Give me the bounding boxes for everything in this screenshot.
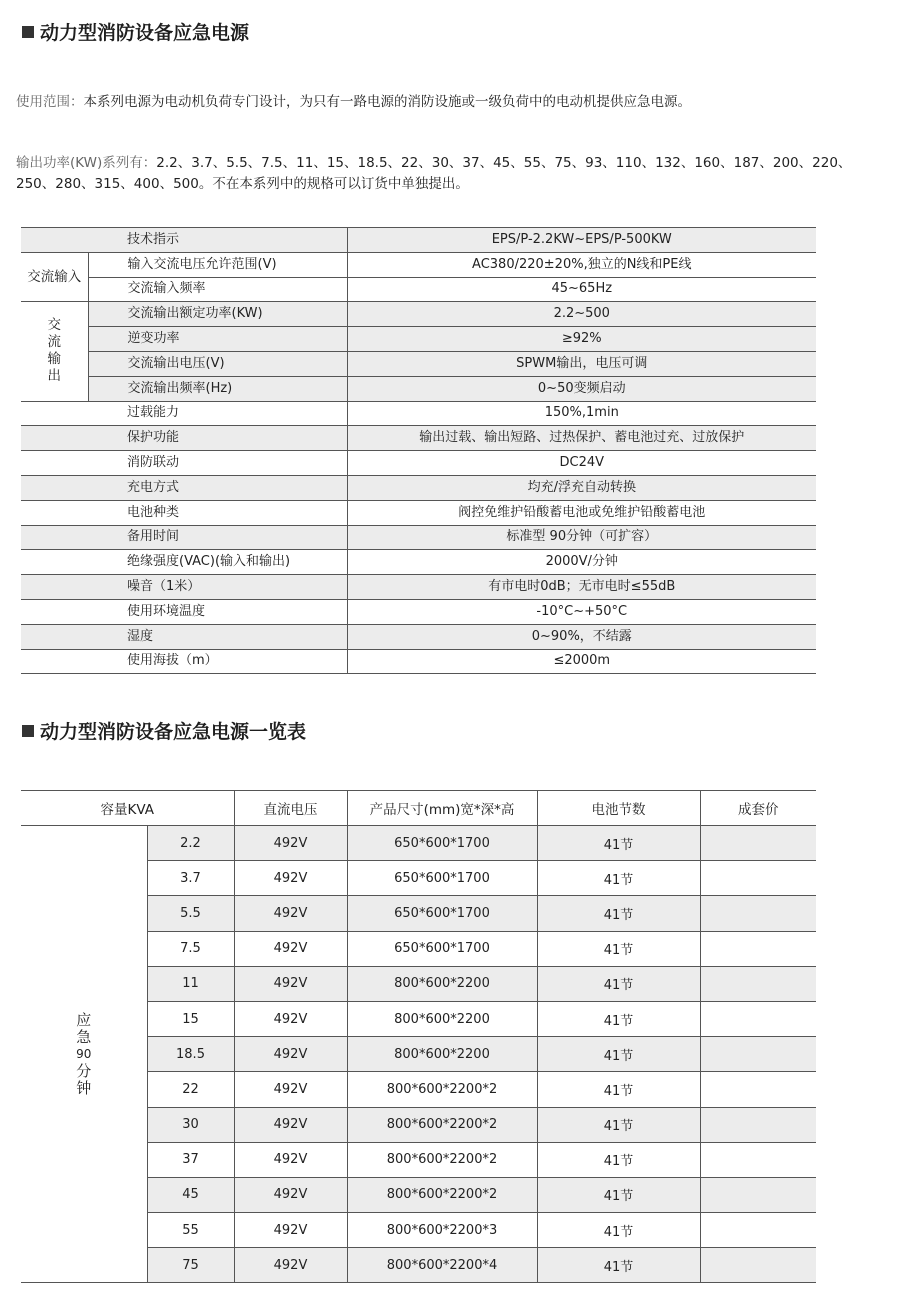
spec-value: 150%,1min	[347, 401, 816, 426]
usage-paragraph	[16, 92, 876, 113]
cell-kva: 11	[147, 966, 234, 1001]
cell-kva: 7.5	[147, 931, 234, 966]
col-header-dc-voltage: 直流电压	[234, 791, 347, 826]
spec-row	[21, 451, 816, 476]
cell-size: 800*600*2200*2	[347, 1142, 537, 1177]
cell-kva: 45	[147, 1177, 234, 1212]
cell-kva: 18.5	[147, 1037, 234, 1072]
cell-size: 800*600*2200	[347, 966, 537, 1001]
spec-label: 备用时间	[21, 525, 347, 550]
spec-row	[21, 252, 816, 277]
group-label-char: 钟	[76, 1078, 92, 1097]
col-header-price: 成套价	[700, 791, 816, 826]
cell-dc: 492V	[234, 1213, 347, 1248]
spec-row	[21, 500, 816, 525]
spec-value: 45~65Hz	[347, 277, 816, 302]
cell-size: 650*600*1700	[347, 826, 537, 861]
power-paragraph	[16, 153, 876, 195]
cell-kva: 55	[147, 1213, 234, 1248]
spec-table	[21, 227, 816, 674]
cell-size: 800*600*2200	[347, 1037, 537, 1072]
cell-dc: 492V	[234, 861, 347, 896]
cell-cells: 41节	[537, 1107, 700, 1142]
col-header-battery-cells: 电池节数	[537, 791, 700, 826]
section-title	[22, 719, 306, 745]
cell-dc: 492V	[234, 826, 347, 861]
cell-price	[700, 826, 816, 861]
group-label-char: 分	[76, 1061, 92, 1080]
cell-price	[700, 1037, 816, 1072]
cell-dc: 492V	[234, 966, 347, 1001]
spec-row	[21, 401, 816, 426]
cell-kva: 37	[147, 1142, 234, 1177]
group-label-char: 90	[76, 1046, 92, 1061]
section-title	[22, 20, 249, 46]
cell-size: 650*600*1700	[347, 931, 537, 966]
cell-dc: 492V	[234, 1037, 347, 1072]
spec-value: ≤2000m	[347, 649, 816, 674]
cell-price	[700, 896, 816, 931]
group-ac-input: 交流输入	[21, 252, 88, 302]
spec-label: 使用海拔（m）	[21, 649, 347, 674]
cell-kva: 2.2	[147, 826, 234, 861]
list-header-row	[21, 791, 816, 826]
spec-value: 0~90%，不结露	[347, 624, 816, 649]
spec-label: 使用环境温度	[21, 599, 347, 624]
spec-value: 均充/浮充自动转换	[347, 475, 816, 500]
spec-row	[21, 575, 816, 600]
cell-dc: 492V	[234, 1001, 347, 1036]
cell-price	[700, 1072, 816, 1107]
cell-size: 800*600*2200*3	[347, 1213, 537, 1248]
cell-kva: 15	[147, 1001, 234, 1036]
usage-label: 使用范围：	[16, 94, 84, 110]
spec-row	[21, 327, 816, 352]
spec-value: 输出过载、输出短路、过热保护、蓄电池过充、过放保护	[347, 426, 816, 451]
spec-value: AC380/220±20%,独立的N线和PE线	[347, 252, 816, 277]
cell-cells: 41节	[537, 1248, 700, 1283]
cell-price	[700, 1001, 816, 1036]
spec-value: 2.2~500	[347, 302, 816, 327]
product-list-table	[21, 790, 816, 1283]
cell-kva: 75	[147, 1248, 234, 1283]
cell-size: 800*600*2200*2	[347, 1072, 537, 1107]
cell-size: 650*600*1700	[347, 896, 537, 931]
spec-value: DC24V	[347, 451, 816, 476]
spec-label: 输入交流电压允许范围(V)	[88, 252, 347, 277]
group-label-char: 急	[76, 1027, 92, 1046]
group-label-backup-90min	[21, 826, 147, 1283]
spec-row	[21, 599, 816, 624]
spec-label: 绝缘强度(VAC)(输入和输出)	[21, 550, 347, 575]
cell-cells: 41节	[537, 931, 700, 966]
cell-price	[700, 1177, 816, 1212]
col-header-size: 产品尺寸(mm)宽*深*高	[347, 791, 537, 826]
group-ac-output: 交流输出	[21, 302, 88, 401]
spec-row	[21, 475, 816, 500]
spec-label: 交流输出频率(Hz)	[88, 376, 347, 401]
col-header-kva: 容量KVA	[21, 791, 234, 826]
cell-price	[700, 1107, 816, 1142]
cell-dc: 492V	[234, 1177, 347, 1212]
usage-text: 本系列电源为电动机负荷专门设计，为只有一路电源的消防设施或一级负荷中的电动机提供应急电源。	[83, 94, 691, 110]
spec-value: 有市电时0dB；无市电时≤55dB	[347, 575, 816, 600]
spec-label: 消防联动	[21, 451, 347, 476]
cell-size: 800*600*2200*4	[347, 1248, 537, 1283]
power-text: 2.2、3.7、5.5、7.5、11、15、18.5、22、30、37、45、55、75、93、110、132、160、187、200、220、250、280、315、400、500。	[16, 155, 852, 192]
power-label: 输出功率(KW)系列有：	[16, 155, 157, 171]
spec-header-label: 技术指示	[21, 228, 347, 253]
cell-cells: 41节	[537, 1037, 700, 1072]
square-bullet-icon	[22, 725, 34, 737]
spec-value: ≥92%	[347, 327, 816, 352]
cell-cells: 41节	[537, 1142, 700, 1177]
cell-kva: 3.7	[147, 861, 234, 896]
section-title-text: 动力型消防设备应急电源一览表	[40, 721, 307, 743]
spec-label: 过载能力	[21, 401, 347, 426]
cell-dc: 492V	[234, 931, 347, 966]
cell-dc: 492V	[234, 1072, 347, 1107]
spec-row	[21, 426, 816, 451]
table-row	[21, 826, 816, 861]
cell-cells: 41节	[537, 1177, 700, 1212]
spec-value: SPWM输出，电压可调	[347, 351, 816, 376]
spec-value: 2000V/分钟	[347, 550, 816, 575]
spec-label: 逆变功率	[88, 327, 347, 352]
cell-price	[700, 931, 816, 966]
section-title-text: 动力型消防设备应急电源	[40, 22, 250, 44]
cell-cells: 41节	[537, 1072, 700, 1107]
spec-row	[21, 376, 816, 401]
cell-cells: 41节	[537, 1001, 700, 1036]
cell-price	[700, 861, 816, 896]
spec-row	[21, 649, 816, 674]
spec-value: 0~50变频启动	[347, 376, 816, 401]
spec-row	[21, 351, 816, 376]
spec-row	[21, 525, 816, 550]
cell-price	[700, 1213, 816, 1248]
cell-kva: 5.5	[147, 896, 234, 931]
spec-header-row	[21, 228, 816, 253]
spec-label: 保护功能	[21, 426, 347, 451]
cell-size: 800*600*2200	[347, 1001, 537, 1036]
cell-cells: 41节	[537, 826, 700, 861]
square-bullet-icon	[22, 26, 34, 38]
group-label-char: 应	[76, 1010, 92, 1029]
cell-kva: 22	[147, 1072, 234, 1107]
cell-dc: 492V	[234, 1107, 347, 1142]
cell-price	[700, 1248, 816, 1283]
cell-dc: 492V	[234, 1142, 347, 1177]
spec-header-value: EPS/P-2.2KW~EPS/P-500KW	[347, 228, 816, 253]
spec-value: -10°C~+50°C	[347, 599, 816, 624]
spec-label: 湿度	[21, 624, 347, 649]
spec-value: 阀控免维护铅酸蓄电池或免维护铅酸蓄电池	[347, 500, 816, 525]
spec-label: 交流输出额定功率(KW)	[88, 302, 347, 327]
spec-row	[21, 624, 816, 649]
spec-label: 交流输入频率	[88, 277, 347, 302]
spec-value: 标准型 90分钟（可扩容）	[347, 525, 816, 550]
cell-cells: 41节	[537, 1213, 700, 1248]
spec-label: 充电方式	[21, 475, 347, 500]
cell-size: 650*600*1700	[347, 861, 537, 896]
spec-label: 噪音（1米）	[21, 575, 347, 600]
cell-price	[700, 966, 816, 1001]
spec-row	[21, 277, 816, 302]
cell-cells: 41节	[537, 896, 700, 931]
spec-row	[21, 302, 816, 327]
cell-kva: 30	[147, 1107, 234, 1142]
spec-row	[21, 550, 816, 575]
cell-cells: 41节	[537, 966, 700, 1001]
cell-dc: 492V	[234, 896, 347, 931]
spec-label: 交流输出电压(V)	[88, 351, 347, 376]
spec-label: 电池种类	[21, 500, 347, 525]
power-note: 不在本系列中的规格可以订货中单独提出。	[212, 176, 469, 192]
cell-size: 800*600*2200*2	[347, 1107, 537, 1142]
cell-price	[700, 1142, 816, 1177]
cell-cells: 41节	[537, 861, 700, 896]
cell-dc: 492V	[234, 1248, 347, 1283]
cell-size: 800*600*2200*2	[347, 1177, 537, 1212]
